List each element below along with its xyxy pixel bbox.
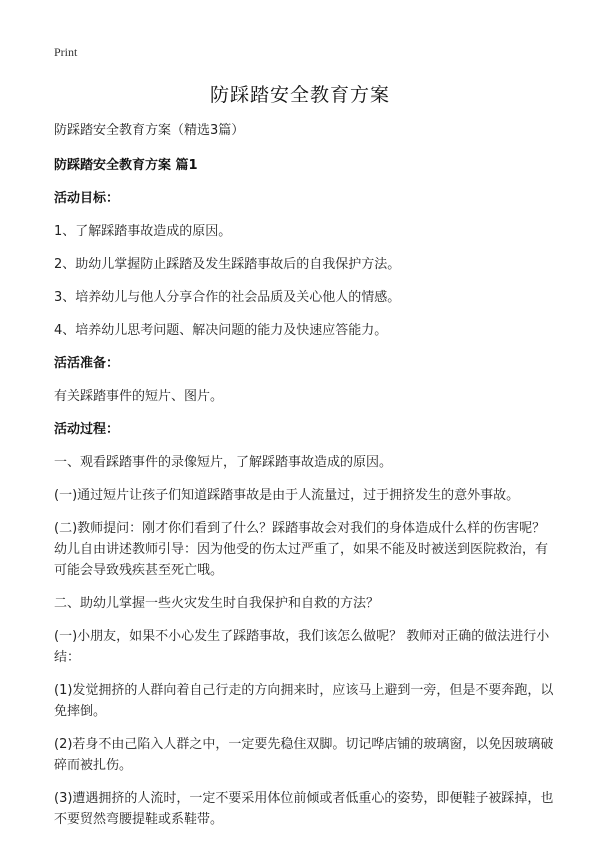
prep-heading: 活活准备：	[54, 356, 120, 371]
page-title: 防踩踏安全教育方案	[209, 84, 390, 106]
goal-heading: 活动目标：	[54, 191, 120, 206]
document-subtitle: 防踩踏安全教育方案（精选3篇）	[54, 123, 245, 138]
process-item: 二、助幼儿掌握一些火灾发生时自我保护和自救的方法？	[54, 596, 380, 611]
process-item: (2)若身不由己陷入人群之中，一定要先稳住双脚。切记哗店铺的玻璃窗，以免因玻璃破碎而被扎伤。	[54, 737, 554, 773]
section-heading: 防踩踏安全教育方案 篇1	[54, 158, 198, 173]
process-item: (一)小朋友，如果不小心发生了踩踏事故，我们该怎么做呢？ 教师对正确的做法进行小结：	[54, 629, 550, 665]
goal-item: 2、助幼儿掌握防止踩踏及发生踩踏事故后的自我保护方法。	[54, 257, 401, 272]
print-link[interactable]: Print	[54, 45, 78, 59]
process-item: (二)教师提问：刚才你们看到了什么？踩踏事故会对我们的身体造成什么样的伤害呢？幼儿自由讲述教师引导：因为他受的伤太过严重了，如果不能及时被送到医院救治，有可能会导致残疾甚至死亡哦。	[54, 521, 549, 578]
process-heading: 活动过程：	[54, 422, 120, 437]
process-item: (1)发觉拥挤的人群向着自己行走的方向拥来时，应该马上避到一旁，但是不要奔跑，以免摔倒。	[54, 683, 554, 719]
process-item: (一)通过短片让孩子们知道踩踏事故是由于人流量过，过于拥挤发生的意外事故。	[54, 488, 520, 503]
goal-item: 4、培养幼儿思考问题、解决问题的能力及快速应答能力。	[54, 323, 388, 338]
prep-text: 有关踩踏事件的短片、图片。	[54, 389, 224, 404]
process-item: (3)遭遇拥挤的人流时，一定不要采用体位前倾或者低重心的姿势，即便鞋子被踩掉，也不要贸然弯腰提鞋或系鞋带。	[54, 791, 554, 827]
goal-item: 1、了解踩踏事故造成的原因。	[54, 224, 232, 239]
document-body	[54, 120, 554, 842]
process-item: 一、观看踩踏事件的录像短片，了解踩踏事故造成的原因。	[54, 455, 393, 470]
goal-item: 3、培养幼儿与他人分享合作的社会品质及关心他人的情感。	[54, 290, 401, 305]
